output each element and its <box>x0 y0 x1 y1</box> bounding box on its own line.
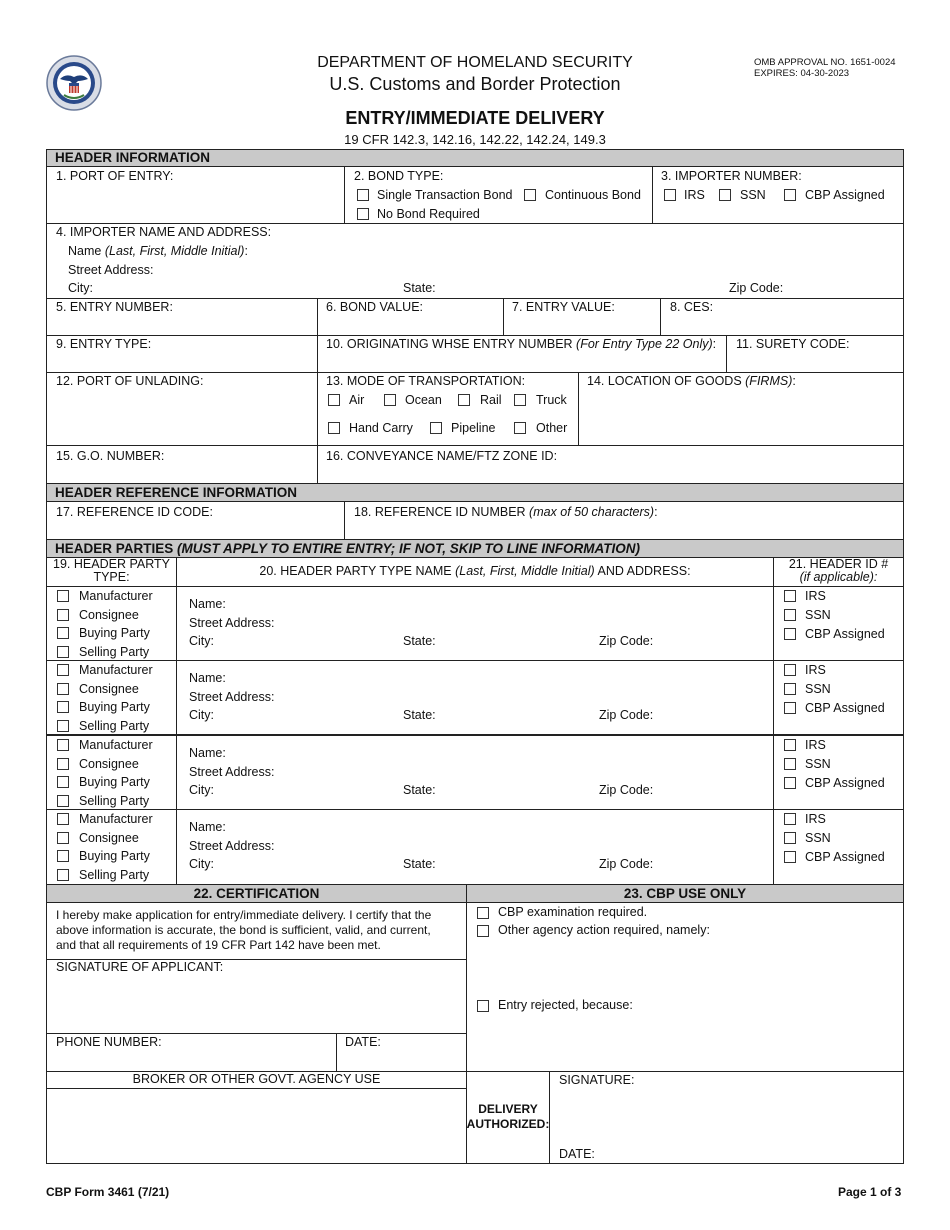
mode-ocean-label: Ocean <box>405 393 442 407</box>
bond-type-label: 2. BOND TYPE: <box>354 169 444 183</box>
party-manufacturer-checkbox-4[interactable] <box>57 813 69 825</box>
bond-none-checkbox[interactable] <box>357 208 369 220</box>
bond-value-label: 6. BOND VALUE: <box>326 300 424 314</box>
header-id-irs-label-1: IRS <box>805 589 826 603</box>
party-consignee-checkbox-4[interactable] <box>57 832 69 844</box>
ces-label: 8. CES: <box>670 300 714 314</box>
header-id-irs-label-3: IRS <box>805 738 826 752</box>
phone-number-label: PHONE NUMBER: <box>56 1035 162 1049</box>
certification-text-l3: and that all requirements of 19 CFR Part 142 have been met. <box>56 938 381 952</box>
party-selling-label-2: Selling Party <box>79 718 150 733</box>
mode-other-label: Other <box>536 421 568 435</box>
party-consignee-checkbox-3[interactable] <box>57 758 69 770</box>
party-city-label-4: City: <box>189 857 214 871</box>
header-id-ssn-label-2: SSN <box>805 682 831 696</box>
header-id-ssn-checkbox-1[interactable] <box>784 609 796 621</box>
delivery-label-l2: AUTHORIZED: <box>466 1117 550 1131</box>
party-manufacturer-label-2: Manufacturer <box>79 663 153 677</box>
reference-id-code-label: 17. REFERENCE ID CODE: <box>56 505 213 519</box>
header-id-header-l2: (if applicable): <box>799 570 878 584</box>
omb-expires: EXPIRES: 04-30-2023 <box>754 68 850 79</box>
party-street-label-2: Street Address: <box>189 690 275 704</box>
importer-cbp-checkbox[interactable] <box>784 189 796 201</box>
importer-name-address-label: 4. IMPORTER NAME AND ADDRESS: <box>56 225 272 239</box>
port-of-entry-label: 1. PORT OF ENTRY: <box>56 169 174 183</box>
importer-irs-label: IRS <box>684 188 705 202</box>
entry-value-label: 7. ENTRY VALUE: <box>512 300 615 314</box>
delivery-signature-label: SIGNATURE: <box>559 1073 635 1087</box>
party-state-label-3: State: <box>403 783 436 797</box>
header-id-ssn-label-4: SSN <box>805 831 831 845</box>
party-consignee-checkbox-2[interactable] <box>57 683 69 695</box>
mode-rail-label: Rail <box>480 393 502 407</box>
header-id-cbp-label-4: CBP Assigned <box>805 850 885 864</box>
surety-code-label: 11. SURETY CODE: <box>736 337 850 351</box>
section-cbp-use-only: 23. CBP USE ONLY <box>466 884 904 903</box>
mode-pipeline-checkbox[interactable] <box>430 422 442 434</box>
bond-none-label: No Bond Required <box>377 207 480 221</box>
broker-use-label: BROKER OR OTHER GOVT. AGENCY USE <box>132 1072 381 1086</box>
party-selling-label-1: Selling Party <box>79 644 150 659</box>
party-selling-checkbox-2[interactable] <box>57 720 69 732</box>
dhs-seal-icon <box>46 55 102 111</box>
entry-type-label: 9. ENTRY TYPE: <box>56 337 152 351</box>
header-id-header-l1: 21. HEADER ID # <box>788 557 889 571</box>
party-zip-label-3: Zip Code: <box>599 783 654 797</box>
section-certification: 22. CERTIFICATION <box>46 884 467 903</box>
entry-rejected-checkbox[interactable] <box>477 1000 489 1012</box>
party-street-label-3: Street Address: <box>189 765 275 779</box>
party-consignee-label-1: Consignee <box>79 607 139 622</box>
header-id-irs-checkbox-1[interactable] <box>784 590 796 602</box>
party-manufacturer-label-3: Manufacturer <box>79 738 153 752</box>
header-id-irs-label-2: IRS <box>805 663 826 677</box>
header-id-cbp-label-1: CBP Assigned <box>805 627 885 641</box>
header-id-irs-checkbox-4[interactable] <box>784 813 796 825</box>
party-name-label-3: Name: <box>189 746 226 760</box>
party-city-label-3: City: <box>189 783 214 797</box>
cbp-exam-checkbox[interactable] <box>477 907 489 919</box>
party-consignee-label-3: Consignee <box>79 756 139 771</box>
mode-hand-carry-checkbox[interactable] <box>328 422 340 434</box>
signature-of-applicant-label: SIGNATURE OF APPLICANT: <box>56 960 224 974</box>
originating-whse-label: 10. ORIGINATING WHSE ENTRY NUMBER (For Entry Type 22 Only): <box>326 337 717 351</box>
party-name-label-1: Name: <box>189 597 226 611</box>
header-id-ssn-checkbox-2[interactable] <box>784 683 796 695</box>
delivery-date-label: DATE: <box>559 1147 595 1161</box>
party-state-label-2: State: <box>403 708 436 722</box>
mode-truck-checkbox[interactable] <box>514 394 526 406</box>
party-buying-checkbox-2[interactable] <box>57 701 69 713</box>
party-manufacturer-checkbox-2[interactable] <box>57 664 69 676</box>
importer-zip-label: Zip Code: <box>729 281 784 295</box>
importer-cbp-label: CBP Assigned <box>805 188 885 202</box>
bond-single-checkbox[interactable] <box>357 189 369 201</box>
conveyance-name-label: 16. CONVEYANCE NAME/FTZ ZONE ID: <box>326 449 558 463</box>
section-header-reference: HEADER REFERENCE INFORMATION <box>46 483 904 502</box>
header-id-cbp-label-2: CBP Assigned <box>805 701 885 715</box>
bond-continuous-checkbox[interactable] <box>524 189 536 201</box>
header-id-cbp-checkbox-2[interactable] <box>784 702 796 714</box>
party-city-label-1: City: <box>189 634 214 648</box>
certification-text-l1: I hereby make application for entry/immediate delivery. I certify that the <box>56 908 432 922</box>
other-agency-label: Other agency action required, namely: <box>498 923 710 937</box>
mode-hand-carry-label: Hand Carry <box>349 421 413 435</box>
party-selling-label-3: Selling Party <box>79 793 150 808</box>
mode-other-checkbox[interactable] <box>514 422 526 434</box>
party-buying-checkbox-4[interactable] <box>57 850 69 862</box>
importer-city-label: City: <box>68 281 93 295</box>
location-of-goods-label: 14. LOCATION OF GOODS (FIRMS): <box>587 374 796 388</box>
party-buying-label-2: Buying Party <box>79 700 150 714</box>
party-selling-checkbox-3[interactable] <box>57 795 69 807</box>
cbp-exam-label: CBP examination required. <box>498 905 648 919</box>
party-selling-checkbox-1[interactable] <box>57 646 69 658</box>
agency-name: U.S. Customs and Border Protection <box>329 74 621 94</box>
omb-approval: OMB APPROVAL NO. 1651-0024 <box>754 57 896 68</box>
entry-number-label: 5. ENTRY NUMBER: <box>56 300 173 314</box>
mode-pipeline-label: Pipeline <box>451 421 496 435</box>
header-id-irs-checkbox-3[interactable] <box>784 739 796 751</box>
party-buying-label-1: Buying Party <box>79 626 150 640</box>
party-name-label-2: Name: <box>189 671 226 685</box>
cfr-reference: 19 CFR 142.3, 142.16, 142.22, 142.24, 149.3 <box>344 132 606 147</box>
party-manufacturer-checkbox-1[interactable] <box>57 590 69 602</box>
party-street-label-4: Street Address: <box>189 839 275 853</box>
form-number: CBP Form 3461 (7/21) <box>46 1185 170 1199</box>
other-agency-checkbox[interactable] <box>477 925 489 937</box>
department-name: DEPARTMENT OF HOMELAND SECURITY <box>317 54 633 71</box>
header-id-irs-checkbox-2[interactable] <box>784 664 796 676</box>
header-id-ssn-label-3: SSN <box>805 757 831 771</box>
party-type-header-l2: TYPE: <box>93 570 130 584</box>
party-consignee-label-2: Consignee <box>79 681 139 696</box>
header-id-ssn-checkbox-3[interactable] <box>784 758 796 770</box>
mode-ocean-checkbox[interactable] <box>384 394 396 406</box>
party-state-label-1: State: <box>403 634 436 648</box>
party-buying-checkbox-1[interactable] <box>57 627 69 639</box>
party-buying-label-4: Buying Party <box>79 849 150 863</box>
header-id-cbp-checkbox-4[interactable] <box>784 851 796 863</box>
go-number-label: 15. G.O. NUMBER: <box>56 449 165 463</box>
bond-single-label: Single Transaction Bond <box>377 188 513 202</box>
form-title: ENTRY/IMMEDIATE DELIVERY <box>345 108 605 128</box>
mode-rail-checkbox[interactable] <box>458 394 470 406</box>
party-name-header-label: 20. HEADER PARTY TYPE NAME (Last, First, Middle Initial) AND ADDRESS: <box>259 564 691 578</box>
section-header-parties: HEADER PARTIES (MUST APPLY TO ENTIRE ENTRY; IF NOT, SKIP TO LINE INFORMATION) <box>46 539 904 558</box>
port-of-unlading-label: 12. PORT OF UNLADING: <box>56 374 204 388</box>
section-header-information: HEADER INFORMATION <box>46 149 904 167</box>
importer-name-label: Name (Last, First, Middle Initial): <box>68 244 248 258</box>
broker-use-cell[interactable] <box>46 1088 467 1164</box>
party-state-label-4: State: <box>403 857 436 871</box>
party-street-label-1: Street Address: <box>189 616 275 630</box>
party-manufacturer-label-1: Manufacturer <box>79 589 153 603</box>
party-consignee-checkbox-1[interactable] <box>57 609 69 621</box>
mode-air-checkbox[interactable] <box>328 394 340 406</box>
header-id-cbp-checkbox-1[interactable] <box>784 628 796 640</box>
party-buying-checkbox-3[interactable] <box>57 776 69 788</box>
header-id-ssn-checkbox-4[interactable] <box>784 832 796 844</box>
header-id-cbp-checkbox-3[interactable] <box>784 777 796 789</box>
bond-continuous-label: Continuous Bond <box>545 188 641 202</box>
entry-rejected-label: Entry rejected, because: <box>498 998 633 1012</box>
delivery-label-l1: DELIVERY <box>478 1102 538 1116</box>
importer-irs-checkbox[interactable] <box>664 189 676 201</box>
party-name-label-4: Name: <box>189 820 226 834</box>
party-selling-checkbox-4[interactable] <box>57 869 69 881</box>
importer-ssn-label: SSN <box>740 188 766 202</box>
mode-truck-label: Truck <box>536 393 567 407</box>
importer-ssn-checkbox[interactable] <box>719 189 731 201</box>
party-zip-label-1: Zip Code: <box>599 634 654 648</box>
header-id-irs-label-4: IRS <box>805 812 826 826</box>
party-type-header-l1: 19. HEADER PARTY <box>53 557 170 571</box>
importer-number-label: 3. IMPORTER NUMBER: <box>661 169 802 183</box>
certification-text-l2: above information is accurate, the bond is sufficient, valid, and current, <box>56 923 431 937</box>
party-buying-label-3: Buying Party <box>79 775 150 789</box>
importer-street-label: Street Address: <box>68 263 154 277</box>
mode-of-transportation-label: 13. MODE OF TRANSPORTATION: <box>326 374 526 388</box>
party-city-label-2: City: <box>189 708 214 722</box>
party-consignee-label-4: Consignee <box>79 830 139 845</box>
party-manufacturer-checkbox-3[interactable] <box>57 739 69 751</box>
party-zip-label-2: Zip Code: <box>599 708 654 722</box>
header-id-ssn-label-1: SSN <box>805 608 831 622</box>
cert-date-label: DATE: <box>345 1035 381 1049</box>
party-zip-label-4: Zip Code: <box>599 857 654 871</box>
reference-id-number-label: 18. REFERENCE ID NUMBER (max of 50 characters): <box>354 505 658 519</box>
party-manufacturer-label-4: Manufacturer <box>79 812 153 826</box>
page-number: Page 1 of 3 <box>838 1185 902 1199</box>
importer-state-label: State: <box>403 281 436 295</box>
party-selling-label-4: Selling Party <box>79 867 150 882</box>
header-id-cbp-label-3: CBP Assigned <box>805 776 885 790</box>
mode-air-label: Air <box>349 393 365 407</box>
